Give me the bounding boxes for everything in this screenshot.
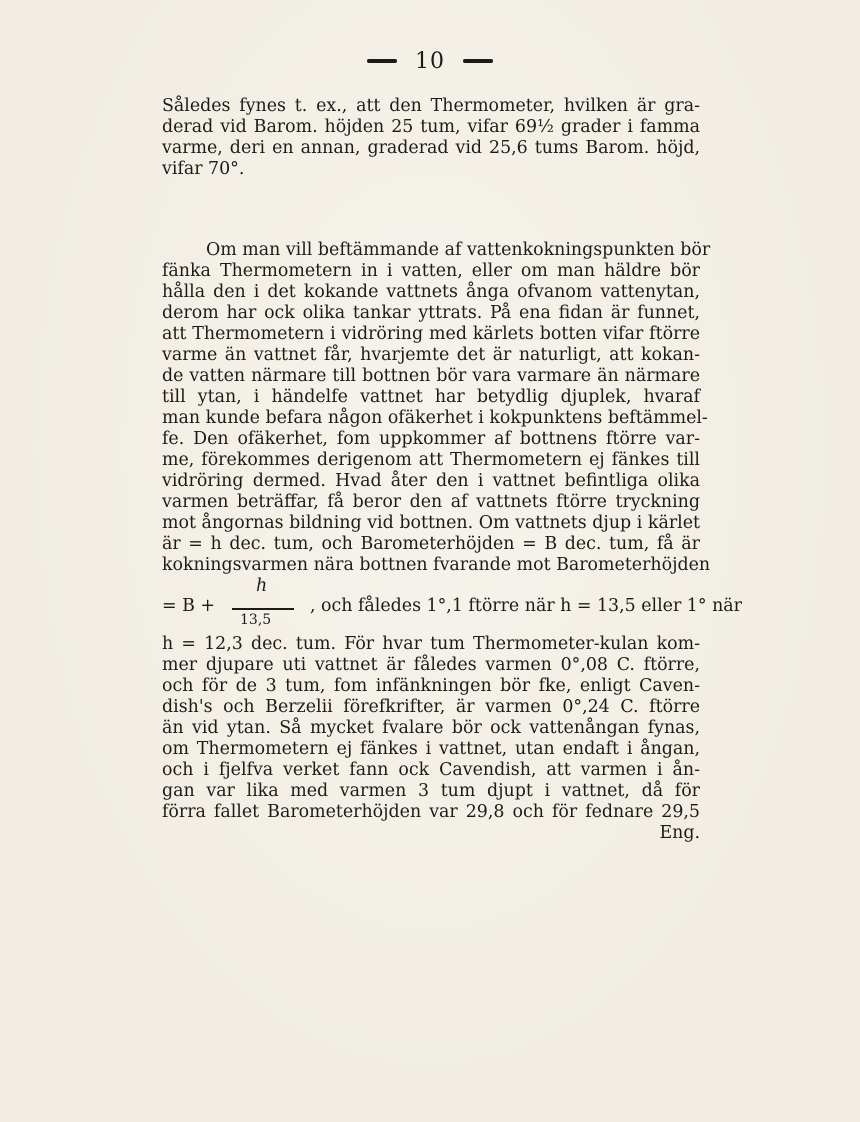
text-line: varme än vattnet får, hvarjemte det är naturligt, att kokan-	[162, 345, 700, 365]
page-header	[0, 46, 860, 76]
left-ornament-dash	[367, 59, 397, 63]
text-line: och i fjelfva verket fann ock Cavendish, att varmen i ån-	[162, 760, 700, 780]
text-line: varmen beträffar, få beror den af vattnets ftörre tryckning	[162, 492, 700, 512]
text-line: Om man vill beftämmande af vattenkokningspunkten bör	[206, 240, 711, 260]
text-line: att Thermometern i vidröring med kärlets botten vifar ftörre	[162, 324, 700, 344]
paragraph-2	[162, 240, 742, 844]
text-line: mer djupare uti vattnet är fåledes varmen 0°,08 C. ftörre,	[162, 655, 700, 675]
text-line: fe. Den ofäkerhet, fom uppkommer af bottnens ftörre var-	[162, 429, 700, 449]
text-line: derad vid Barom. höjden 25 tum, vifar 69½ grader i famma	[162, 117, 700, 137]
text-line: fänka Thermometern in i vatten, eller om man häldre bör	[162, 261, 700, 281]
text-line: förra fallet Barometerhöjden var 29,8 och för fednare 29,5	[162, 802, 700, 822]
page-number: 10	[415, 48, 445, 74]
paragraph-1	[162, 96, 700, 180]
text-line: me, förekommes derigenom att Thermometern ej fänkes till	[162, 450, 700, 470]
catchword: Eng.	[659, 823, 700, 843]
formula-numerator: h	[256, 576, 268, 596]
text-line: dish's och Berzelii förefkrifter, är varmen 0°,24 C. ftörre	[162, 697, 700, 717]
formula-lhs: = B +	[162, 596, 215, 616]
text-line: vidröring dermed. Hvad åter den i vattnet befintliga olika	[162, 471, 700, 491]
text-line: är = h dec. tum, och Barometerhöjden = B dec. tum, få är	[162, 534, 700, 554]
formula-rhs: , och fåledes 1°,1 ftörre när h = 13,5 eller 1° när	[310, 596, 742, 616]
text-line: vifar 70°.	[162, 159, 245, 179]
text-line: varme, deri en annan, graderad vid 25,6 tums Barom. höjd,	[162, 138, 700, 158]
text-line: man kunde befara någon ofäkerhet i kokpunktens beftämmel-	[162, 408, 708, 428]
text-line: derom har ock olika tankar yttrats. På ena fidan är funnet,	[162, 303, 700, 323]
text-line: kokningsvarmen nära bottnen fvarande mot Barometerhöjden	[162, 555, 711, 575]
text-line: och för de 3 tum, fom infänkningen bör fke, enligt Caven-	[162, 676, 700, 696]
text-line: de vatten närmare till bottnen bör vara varmare än närmare	[162, 366, 700, 386]
boiling-point-formula	[162, 576, 742, 634]
text-line: gan var lika med varmen 3 tum djupt i vattnet, då för	[162, 781, 700, 801]
fraction-bar	[232, 608, 294, 610]
text-line: mot ångornas bildning vid bottnen. Om vattnets djup i kärlet	[162, 513, 700, 533]
text-line: än vid ytan. Så mycket fvalare bör ock vattenångan fynas,	[162, 718, 700, 738]
text-line: till ytan, i händelfe vattnet har betydlig djuplek, hvaraf	[162, 387, 700, 407]
formula-denominator: 13,5	[240, 612, 272, 628]
text-line: hålla den i det kokande vattnets ånga ofvanom vattenytan,	[162, 282, 700, 302]
text-line: om Thermometern ej fänkes i vattnet, utan endaft i ångan,	[162, 739, 700, 759]
text-line: h = 12,3 dec. tum. För hvar tum Thermometer-kulan kom-	[162, 634, 700, 654]
text-line: Således fynes t. ex., att den Thermometer, hvilken är gra-	[162, 96, 700, 116]
right-ornament-dash	[463, 59, 493, 63]
